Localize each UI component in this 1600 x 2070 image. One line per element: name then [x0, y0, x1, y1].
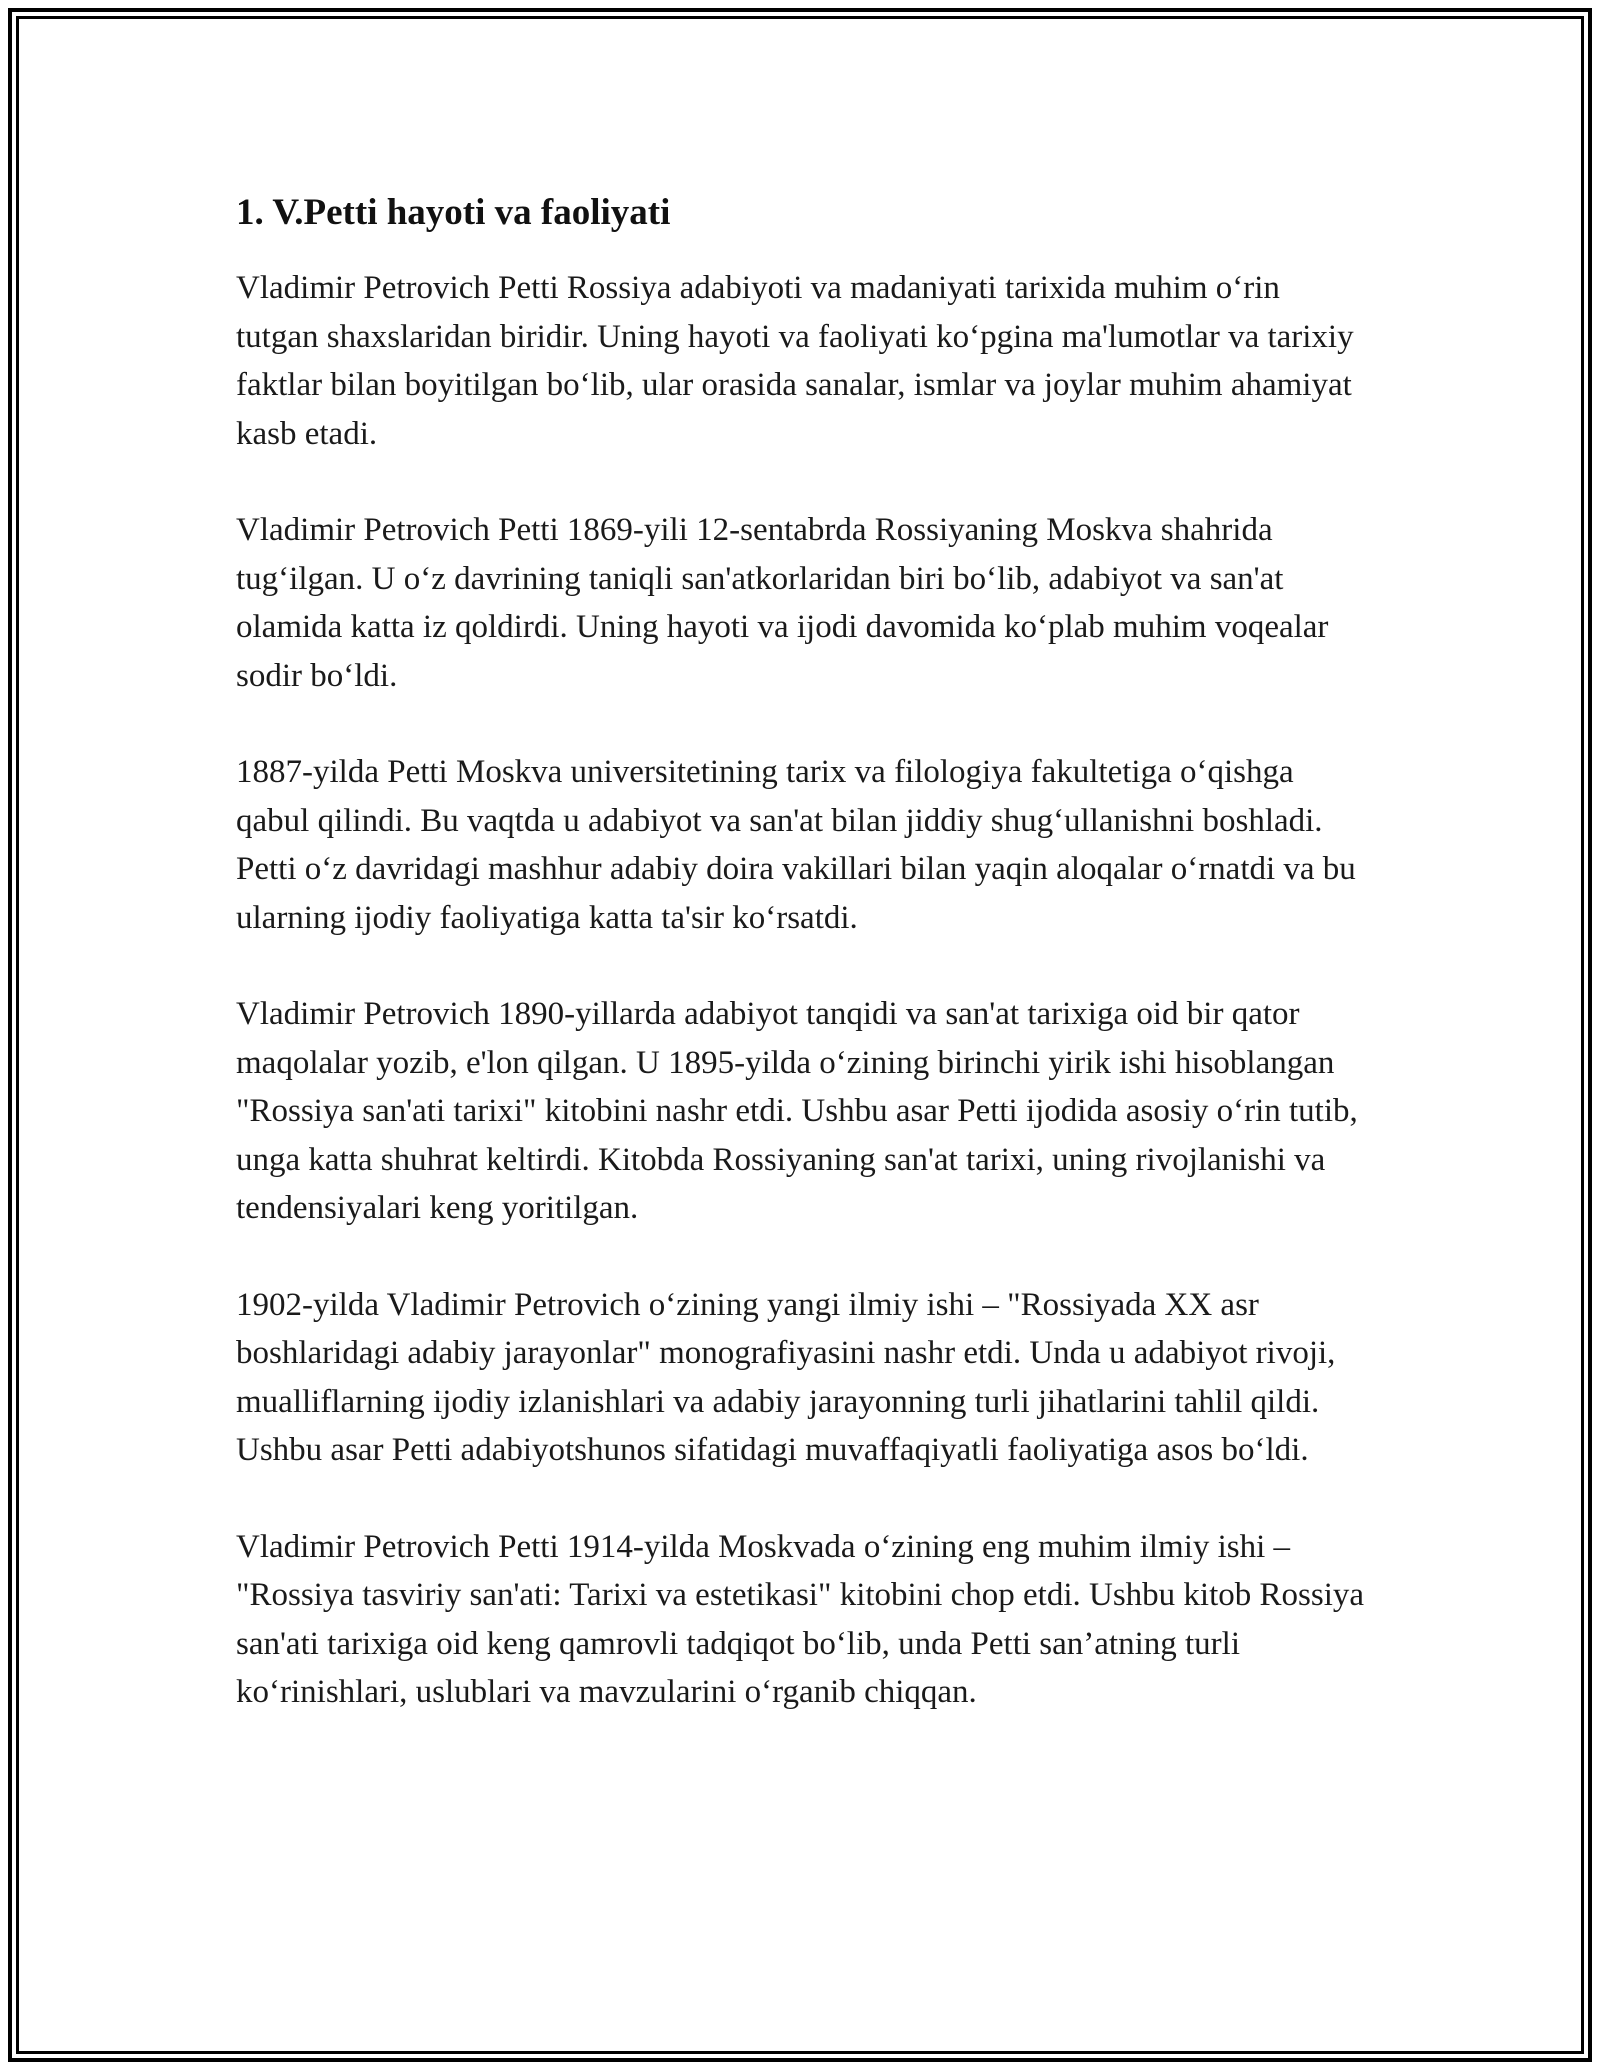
- paragraph-2: Vladimir Petrovich Petti 1869-yili 12-sentabrda Rossiyaning Moskva shahrida tug‘ilgan. U o‘z davrining taniqli san'atkorlaridan biri bo‘lib, adabiyot va san'at olamida katta iz qoldirdi. Uning hayoti va ijodi davomida ko‘plab muhim voqealar sodir bo‘ldi.: [236, 512, 1329, 694]
- paragraph-4: Vladimir Petrovich 1890-yillarda adabiyot tanqidi va san'at tarixiga oid bir qator maqolalar yozib, e'lon qilgan. U 1895-yilda o‘zining birinchi yirik ishi hisoblangan "Rossiya san'ati tarixi" kitobini nashr etdi. Ushbu asar Petti ijodida asosiy o‘rin tutib, unga katta shuhrat keltirdi. Kitobda Rossiyaning san'at tarixi, uning rivojlanishi va tendensiyalari keng yoritilgan.: [236, 996, 1358, 1226]
- section-heading: 1. V.Petti hayoti va faoliyati: [236, 192, 671, 233]
- paragraph-5: 1902-yilda Vladimir Petrovich o‘zining yangi ilmiy ishi – "Rossiyada XX asr boshlaridagi adabiy jarayonlar" monografiyasini nashr etdi. Unda u adabiyot rivoji, mualliflarning ijodiy izlanishlari va adabiy jarayonning turli jihatlarini tahlil qildi. Ushbu asar Petti adabiyotshunos sifatidagi muvaffaqiyatli faoliyatiga asos bo‘ldi.: [236, 1286, 1336, 1468]
- paragraph-3: 1887-yilda Petti Moskva universitetining tarix va filologiya fakultetiga o‘qishga qabul qilindi. Bu vaqtda u adabiyot va san'at bilan jiddiy shug‘ullanishni boshladi. Petti o‘z davridagi mashhur adabiy doira vakillari bilan yaqin aloqalar o‘rnatdi va bu ularning ijodiy faoliyatiga katta ta'sir ko‘rsatdi.: [236, 754, 1356, 936]
- paragraph-6: Vladimir Petrovich Petti 1914-yilda Moskvada o‘zining eng muhim ilmiy ishi – "Rossiya tasviriy san'ati: Tarixi va estetikasi" kitobini chop etdi. Ushbu kitob Rossiya san'ati tarixiga oid keng qamrovli tadqiqot bo‘lib, unda Petti san’atning turli ko‘rinishlari, uslublari va mavzularini o‘rganib chiqqan.: [236, 1528, 1365, 1710]
- paragraph-1: Vladimir Petrovich Petti Rossiya adabiyoti va madaniyati tarixida muhim o‘rin tutgan shaxslaridan biridir. Uning hayoti va faoliyati ko‘pgina ma'lumotlar va tarixiy faktlar bilan boyitilgan bo‘lib, ular orasida sanalar, ismlar va joylar muhim ahamiyat kasb etadi.: [236, 270, 1354, 452]
- document-page: [236, 188, 1366, 1765]
